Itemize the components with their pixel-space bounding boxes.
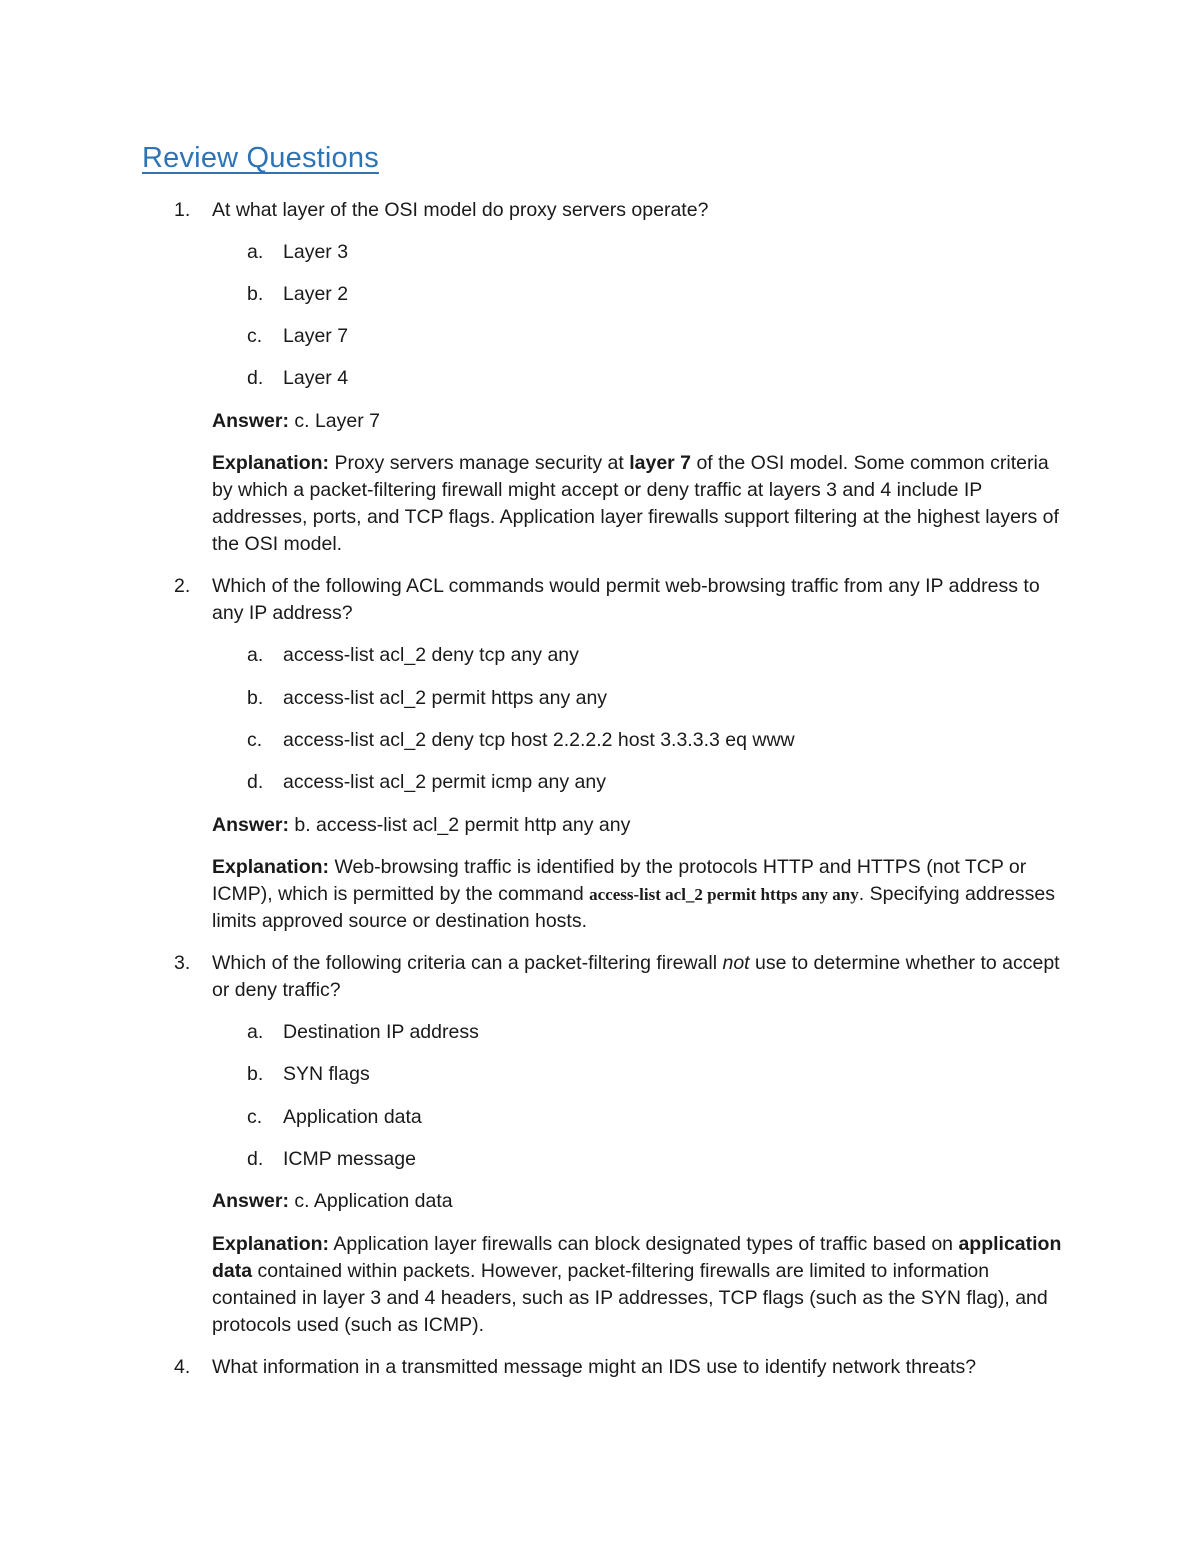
option-text: ICMP message	[283, 1148, 416, 1170]
option-text: access-list acl_2 deny tcp host 2.2.2.2 host 3.3.3.3 eq www	[283, 729, 795, 751]
option-letter: d.	[247, 771, 264, 793]
page-title: Review Questions	[142, 142, 379, 174]
option-text: Layer 3	[283, 241, 349, 263]
option-letter: d.	[247, 367, 264, 389]
question-number: 3.	[174, 952, 191, 974]
question-number: 2.	[174, 575, 191, 597]
option-letter: a.	[247, 1021, 264, 1043]
explanation-command: access-list acl_2 permit https any any	[589, 885, 859, 904]
explanation-text: Web-browsing traffic is identified by the protocols HTTP and HTTPS (not TCP or ICMP), which is permitted by the command	[212, 856, 1027, 905]
explanation-text: Application layer firewalls can block designated types of traffic based on	[333, 1233, 959, 1255]
option-letter: a.	[247, 644, 264, 666]
explanation-paragraph	[212, 1231, 1072, 1339]
option-letter: b.	[247, 283, 264, 305]
answer-line	[212, 812, 1072, 839]
option-text: Layer 2	[283, 283, 349, 305]
option-letter: b.	[247, 687, 264, 709]
explanation-label: Explanation:	[212, 856, 330, 878]
answer-text: c. Layer 7	[294, 410, 380, 432]
option-text: Application data	[283, 1106, 422, 1128]
answer-label: Answer:	[212, 410, 289, 432]
question-text-part: Which of the following criteria can a packet-filtering firewall	[212, 952, 723, 974]
answer-label: Answer:	[212, 1190, 289, 1212]
explanation-paragraph	[212, 854, 1072, 935]
question-number: 1.	[174, 199, 191, 221]
question-text: What information in a transmitted message might an IDS use to identify network threats?	[212, 1356, 977, 1378]
option-letter: d.	[247, 1148, 264, 1170]
explanation-highlight: layer 7	[629, 452, 692, 474]
option-letter: c.	[247, 1106, 263, 1128]
option-text: Layer 4	[283, 367, 349, 389]
question-text: At what layer of the OSI model do proxy servers operate?	[212, 199, 709, 221]
option-text: access-list acl_2 permit icmp any any	[283, 771, 606, 793]
option-letter: c.	[247, 325, 263, 347]
option-text: access-list acl_2 deny tcp any any	[283, 644, 579, 666]
explanation-label: Explanation:	[212, 1233, 330, 1255]
explanation-paragraph	[212, 450, 1072, 558]
question-text-part: use to determine whether to accept or deny traffic?	[212, 952, 1060, 1001]
option-letter: c.	[247, 729, 263, 751]
question-text: Which of the following ACL commands would permit web-browsing traffic from any IP address to any IP address?	[212, 575, 1040, 624]
answer-label: Answer:	[212, 814, 289, 836]
answer-line	[212, 1188, 1072, 1215]
explanation-text: . Specifying addresses limits approved source or destination hosts.	[212, 883, 1055, 932]
option-text: Destination IP address	[283, 1021, 479, 1043]
answer-text: b. access-list acl_2 permit http any any	[294, 814, 631, 836]
explanation-text: contained within packets. However, packet-filtering firewalls are limited to information contained in layer 3 and 4 headers, such as IP addresses, TCP flags (such as the SYN flag), and protocols used (such as ICMP).	[212, 1260, 1048, 1336]
answer-text: c. Application data	[294, 1190, 453, 1212]
option-text: access-list acl_2 permit https any any	[283, 687, 608, 709]
option-text: Layer 7	[283, 325, 349, 347]
explanation-highlight: application data	[212, 1233, 1062, 1282]
option-letter: a.	[247, 241, 264, 263]
question-emphasis: not	[722, 952, 750, 974]
option-text: SYN flags	[283, 1063, 370, 1085]
explanation-label: Explanation:	[212, 452, 330, 474]
option-letter: b.	[247, 1063, 264, 1085]
explanation-text: of the OSI model. Some common criteria by which a packet-filtering firewall might accept or deny traffic at layers 3 and 4 include IP addresses, ports, and TCP flags. Application layer firewalls support filtering at the highest layers of the OSI model.	[212, 452, 1059, 555]
question-text	[212, 950, 1072, 1004]
question-number: 4.	[174, 1356, 191, 1378]
explanation-text: Proxy servers manage security at	[334, 452, 630, 474]
answer-line	[212, 408, 1072, 435]
